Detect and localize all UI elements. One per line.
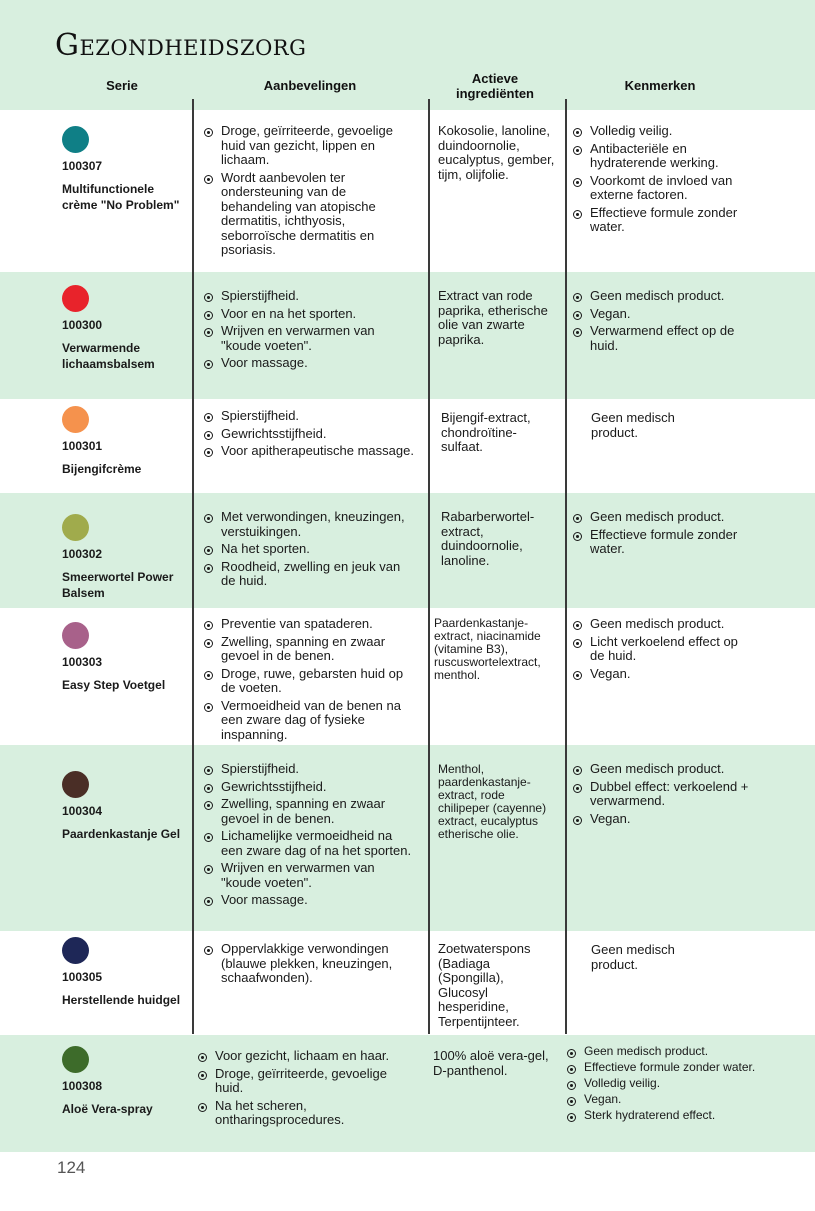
product-serie xyxy=(62,285,187,372)
bullet-icon xyxy=(204,564,213,573)
list-item: Vegan. xyxy=(567,1093,767,1106)
list-item: Verwarmend effect op de huid. xyxy=(573,324,753,353)
bullet-icon xyxy=(204,293,213,302)
bullet-icon xyxy=(567,1097,576,1106)
list-item: Voor massage. xyxy=(204,893,414,908)
list-item: Spierstijfheid. xyxy=(204,762,414,777)
bullet-icon xyxy=(204,801,213,810)
bullet-icon xyxy=(204,175,213,184)
list-item: Volledig veilig. xyxy=(567,1077,767,1090)
product-code: 100305 xyxy=(62,970,103,984)
list-item: Vegan. xyxy=(573,667,753,682)
list-item: Voorkomt de invloed van externe factoren. xyxy=(573,174,753,203)
product-name: Easy Step Voetgel xyxy=(62,678,166,692)
list-item: Effectieve formule zonder water. xyxy=(573,528,763,557)
recommendations-cell xyxy=(204,617,414,745)
product-name: Verwarmende lichaamsbalsem xyxy=(62,341,155,371)
bullet-icon xyxy=(198,1103,207,1112)
product-serie xyxy=(62,937,187,1008)
features-cell xyxy=(573,289,753,356)
column-divider xyxy=(428,99,430,1034)
bullet-icon xyxy=(573,178,582,187)
product-code: 100300 xyxy=(62,318,103,332)
list-item: Lichamelijke vermoeidheid na een zware dag of na het sporten. xyxy=(204,829,414,858)
bullet-icon xyxy=(204,865,213,874)
ingredients-cell: 100% aloë vera-gel, D-panthenol. xyxy=(433,1048,549,1078)
list-item: Gewrichtsstijfheid. xyxy=(204,427,414,442)
list-item: Effectieve formule zonder water. xyxy=(573,206,753,235)
color-dot xyxy=(62,406,89,433)
bullet-icon xyxy=(573,784,582,793)
product-serie xyxy=(62,622,187,693)
bullet-icon xyxy=(204,311,213,320)
list-item: Zwelling, spanning en zwaar gevoel in de benen. xyxy=(204,797,414,826)
features-cell xyxy=(573,124,753,238)
list-item: Voor apitherapeutische massage. xyxy=(204,444,414,459)
ingredients-cell: Kokosolie, lanoline, duindoornolie, eucalyptus, gember, tijm, olijfolie. xyxy=(438,123,555,182)
bullet-icon xyxy=(204,946,213,955)
bullet-icon xyxy=(573,766,582,775)
recommendations-cell xyxy=(198,1049,413,1131)
bullet-icon xyxy=(204,546,213,555)
color-dot xyxy=(62,937,89,964)
list-item: Voor massage. xyxy=(204,356,414,371)
product-name: Herstellende huidgel xyxy=(62,993,181,1007)
list-item: Effectieve formule zonder water. xyxy=(567,1061,767,1074)
bullet-icon xyxy=(567,1113,576,1122)
bullet-icon xyxy=(204,621,213,630)
ingredients-cell: Extract van rode paprika, etherische olie van zwarte paprika. xyxy=(438,288,548,347)
bullet-icon xyxy=(198,1053,207,1062)
bullet-icon xyxy=(204,431,213,440)
features-cell xyxy=(573,762,753,829)
bullet-icon xyxy=(573,532,582,541)
product-serie xyxy=(62,126,187,213)
bullet-icon xyxy=(567,1065,576,1074)
recommendations-cell xyxy=(204,289,414,374)
bullet-icon xyxy=(204,128,213,137)
features-cell xyxy=(573,510,763,560)
recommendations-cell xyxy=(204,124,414,261)
bullet-icon xyxy=(567,1049,576,1058)
list-item: Wordt aanbevolen ter ondersteuning van de behandeling van atopische dermatitis, ichthyosis, seborroïsche dermatitis en psoriasis. xyxy=(204,171,414,258)
bullet-icon xyxy=(573,671,582,680)
bullet-icon xyxy=(573,146,582,155)
list-item: Licht verkoelend effect op de huid. xyxy=(573,635,753,664)
bullet-icon xyxy=(204,897,213,906)
color-dot xyxy=(62,285,89,312)
features-cell xyxy=(573,617,753,684)
product-serie xyxy=(62,406,187,477)
bullet-icon xyxy=(204,703,213,712)
list-item: Roodheid, zwelling en jeuk van de huid. xyxy=(204,560,414,589)
list-item: Zwelling, spanning en zwaar gevoel in de benen. xyxy=(204,635,414,664)
bullet-icon xyxy=(573,639,582,648)
bullet-icon xyxy=(204,766,213,775)
color-dot xyxy=(62,514,89,541)
list-item: Voor gezicht, lichaam en haar. xyxy=(198,1049,413,1064)
list-item: Droge, geïrriteerde, gevoelige huid van gezicht, lippen en lichaam. xyxy=(204,124,414,168)
color-dot xyxy=(62,1046,89,1073)
column-header-kenmerken: Kenmerken xyxy=(624,78,696,93)
list-item: Vegan. xyxy=(573,307,753,322)
list-item: Geen medisch product. xyxy=(573,510,763,525)
list-item: Na het scheren, ontharingsprocedures. xyxy=(198,1099,413,1128)
bullet-icon xyxy=(573,311,582,320)
product-name: Bijengifcrème xyxy=(62,462,142,476)
bullet-icon xyxy=(573,816,582,825)
list-item: Met verwondingen, kneuzingen, verstuikingen. xyxy=(204,510,414,539)
product-serie xyxy=(62,514,187,601)
recommendations-cell xyxy=(204,942,419,989)
ingredients-cell: Zoetwaterspons (Badiaga (Spongilla), Glucosyl hesperidine, Terpentijnteer. xyxy=(438,941,531,1029)
product-serie xyxy=(62,771,187,842)
product-code: 100303 xyxy=(62,655,103,669)
column-header-aanbevelingen: Aanbevelingen xyxy=(263,78,357,93)
list-item: Antibacteriële en hydraterende werking. xyxy=(573,142,753,171)
bullet-icon xyxy=(204,639,213,648)
bullet-icon xyxy=(573,328,582,337)
list-item: Droge, ruwe, gebarsten huid op de voeten. xyxy=(204,667,414,696)
list-item: Gewrichtsstijfheid. xyxy=(204,780,414,795)
list-item: Wrijven en verwarmen van "koude voeten". xyxy=(204,861,414,890)
bullet-icon xyxy=(204,448,213,457)
product-name: Aloë Vera-spray xyxy=(62,1102,153,1116)
product-name: Smeerwortel Power Balsem xyxy=(62,570,174,600)
color-dot xyxy=(62,771,89,798)
bullet-icon xyxy=(573,210,582,219)
list-item: Volledig veilig. xyxy=(573,124,753,139)
list-item: Sterk hydraterend effect. xyxy=(567,1109,767,1122)
ingredients-cell: Paardenkastanje-extract, niacinamide (vitamine B3), ruscuswortelextract, menthol. xyxy=(434,616,541,682)
features-cell xyxy=(567,1045,767,1125)
features-cell: Geen medisch product. xyxy=(591,410,675,440)
bullet-icon xyxy=(573,293,582,302)
list-item: Geen medisch product. xyxy=(573,289,753,304)
bullet-icon xyxy=(204,784,213,793)
bullet-icon xyxy=(573,128,582,137)
product-code: 100308 xyxy=(62,1079,103,1093)
product-code: 100301 xyxy=(62,439,103,453)
color-dot xyxy=(62,126,89,153)
color-dot xyxy=(62,622,89,649)
recommendations-cell xyxy=(204,510,414,592)
ingredients-cell: Rabarberwortel-extract, duindoornolie, lanoline. xyxy=(441,509,535,568)
ingredients-cell: Bijengif-extract, chondroïtine-sulfaat. xyxy=(441,410,531,454)
product-code: 100302 xyxy=(62,547,103,561)
product-name: Paardenkastanje Gel xyxy=(62,827,181,841)
list-item: Wrijven en verwarmen van "koude voeten". xyxy=(204,324,414,353)
product-name: Multifunctionele crème "No Problem" xyxy=(62,182,180,212)
list-item: Dubbel effect: verkoelend + verwarmend. xyxy=(573,780,753,809)
recommendations-cell xyxy=(204,409,414,462)
ingredients-cell: Menthol, paardenkastanje-extract, rode chilipeper (cayenne) extract, eucalyptus etherische olie. xyxy=(438,762,547,841)
bullet-icon xyxy=(204,514,213,523)
list-item: Na het sporten. xyxy=(204,542,414,557)
bullet-icon xyxy=(204,671,213,680)
list-item: Vegan. xyxy=(573,812,753,827)
list-item: Geen medisch product. xyxy=(573,762,753,777)
product-code: 100304 xyxy=(62,804,103,818)
column-divider xyxy=(192,99,194,1034)
column-divider xyxy=(565,99,567,1034)
column-header-serie: Serie xyxy=(106,78,138,93)
page-number: 124 xyxy=(57,1158,86,1177)
list-item: Geen medisch product. xyxy=(567,1045,767,1058)
list-item: Spierstijfheid. xyxy=(204,289,414,304)
product-code: 100307 xyxy=(62,159,103,173)
recommendations-cell xyxy=(204,762,414,911)
bullet-icon xyxy=(204,413,213,422)
bullet-icon xyxy=(573,621,582,630)
bullet-icon xyxy=(204,360,213,369)
list-item: Spierstijfheid. xyxy=(204,409,414,424)
column-header-actieve-ingredienten: Actieve ingrediënten xyxy=(455,71,534,101)
product-serie xyxy=(62,1046,187,1117)
bullet-icon xyxy=(198,1071,207,1080)
list-item: Preventie van spataderen. xyxy=(204,617,414,632)
features-cell: Geen medisch product. xyxy=(591,942,675,972)
bullet-icon xyxy=(204,833,213,842)
bullet-icon xyxy=(567,1081,576,1090)
list-item: Droge, geïrriteerde, gevoelige huid. xyxy=(198,1067,413,1096)
list-item: Oppervlakkige verwondingen (blauwe plekken, kneuzingen, schaafwonden). xyxy=(204,942,419,986)
bullet-icon xyxy=(204,328,213,337)
list-item: Vermoeidheid van de benen na een zware dag of fysieke inspanning. xyxy=(204,699,414,743)
list-item: Geen medisch product. xyxy=(573,617,753,632)
page-title: Gezondheidszorg xyxy=(55,28,307,63)
bullet-icon xyxy=(573,514,582,523)
list-item: Voor en na het sporten. xyxy=(204,307,414,322)
